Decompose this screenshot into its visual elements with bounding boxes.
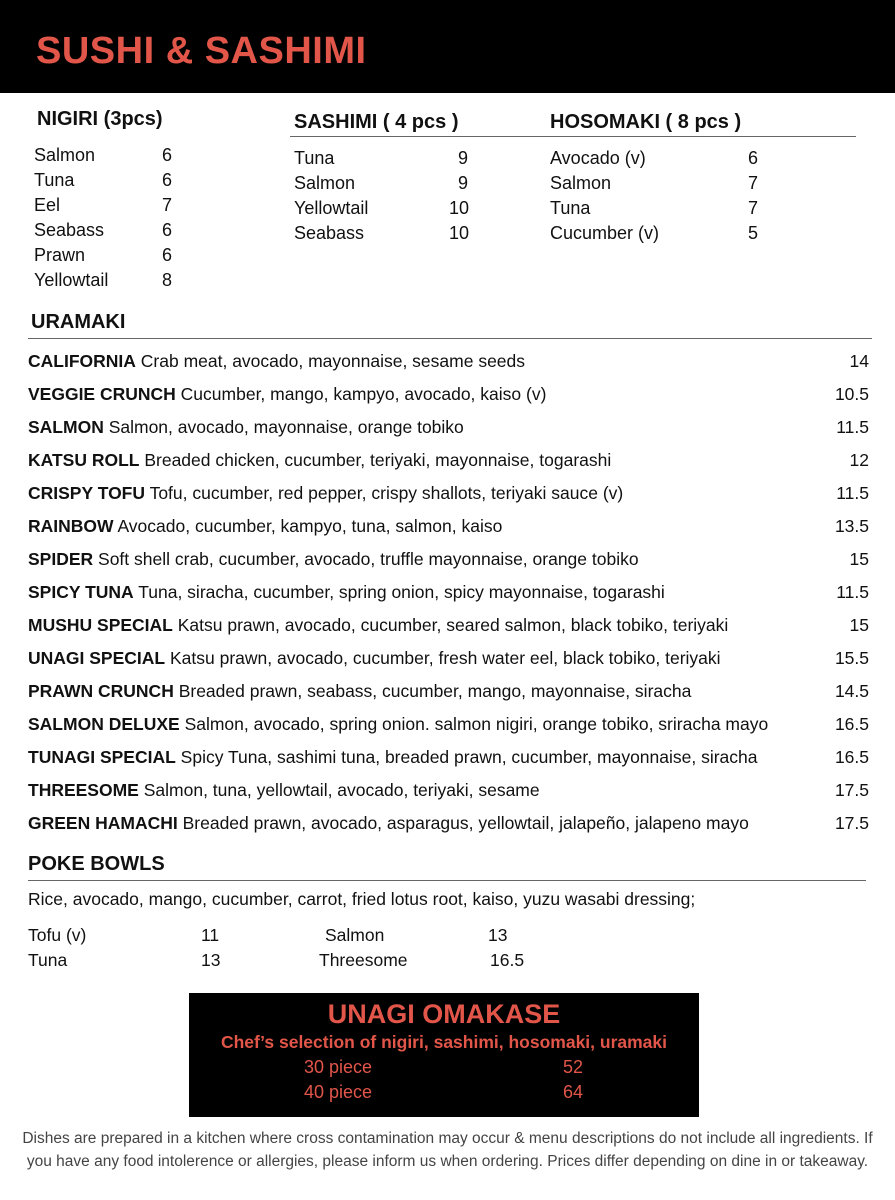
item-price: 14 <box>849 351 869 371</box>
item-name: SPICY TUNA <box>28 582 134 602</box>
item-price: 16.5 <box>834 714 869 734</box>
poke-item-name: Salmon <box>325 925 385 945</box>
sashimi-list <box>294 146 474 246</box>
page-header <box>0 0 895 93</box>
omakase-option-name: 30 piece <box>304 1057 373 1077</box>
list-item: Salmon 9 <box>294 173 469 193</box>
item-desc: Tuna, siracha, cucumber, spring onion, spicy mayonnaise, togarashi <box>138 582 665 602</box>
menu-item <box>28 547 869 572</box>
menu-item <box>28 745 869 770</box>
item-desc: Spicy Tuna, sashimi tuna, breaded prawn, cucumber, mayonnaise, siracha <box>180 747 758 767</box>
item-desc: Breaded prawn, avocado, asparagus, yellowtail, jalapeño, jalapeno mayo <box>182 813 749 833</box>
uramaki-heading: URAMAKI <box>31 311 126 333</box>
list-item: Tuna 9 <box>294 148 469 168</box>
menu-item <box>28 811 869 836</box>
page-title: SUSHI & SASHIMI <box>36 30 367 72</box>
menu-item <box>28 646 869 671</box>
item-name: MUSHU SPECIAL <box>28 615 173 635</box>
menu-item <box>28 613 869 638</box>
poke-heading: POKE BOWLS <box>28 853 165 875</box>
list-item: Eel 7 <box>34 195 173 215</box>
divider <box>28 880 866 881</box>
omakase-option-price: 64 <box>563 1082 584 1102</box>
poke-item-price: 11 <box>201 925 220 945</box>
nigiri-heading: NIGIRI (3pcs) <box>37 108 163 130</box>
item-name: VEGGIE CRUNCH <box>28 384 176 404</box>
poke-description: Rice, avocado, mango, cucumber, carrot, fried lotus root, kaiso, yuzu wasabi dressing; <box>28 889 696 909</box>
item-name: SALMON <box>28 417 104 437</box>
item-price: 17.5 <box>834 780 869 800</box>
list-item: Salmon 6 <box>34 145 173 165</box>
omakase-option-price: 52 <box>563 1057 584 1077</box>
poke-item-price: 13 <box>201 950 221 970</box>
item-price: 11.5 <box>836 582 869 602</box>
item-name: TUNAGI SPECIAL <box>28 747 176 767</box>
menu-item <box>28 778 869 803</box>
item-desc: Tofu, cucumber, red pepper, crispy shallots, teriyaki sauce (v) <box>149 483 624 503</box>
poke-item-name: Threesome <box>319 950 408 970</box>
item-price: 10.5 <box>834 384 869 404</box>
item-price: 15 <box>849 549 869 569</box>
item-name: THREESOME <box>28 780 139 800</box>
item-desc: Salmon, tuna, yellowtail, avocado, teriyaki, sesame <box>143 780 540 800</box>
menu-item <box>28 382 869 407</box>
allergy-disclaimer: Dishes are prepared in a kitchen where cross contamination may occur & menu descriptions do not include all ingredients. If you have any food intolerence or allergies, please inform us when ordering. Prices differ depending on dine in or takeaway. <box>22 1130 873 1170</box>
item-name: CRISPY TOFU <box>28 483 146 503</box>
item-price: 17.5 <box>834 813 869 833</box>
hosomaki-list <box>550 146 770 246</box>
item-price: 11.5 <box>836 417 869 437</box>
hosomaki-heading: HOSOMAKI ( 8 pcs ) <box>550 111 742 133</box>
omakase-option-name: 40 piece <box>304 1082 373 1102</box>
item-name: SPIDER <box>28 549 94 569</box>
item-price: 15 <box>849 615 869 635</box>
item-desc: Breaded chicken, cucumber, teriyaki, mayonnaise, togarashi <box>144 450 612 470</box>
item-name: RAINBOW <box>28 516 114 536</box>
divider <box>28 338 872 339</box>
list-item: Prawn 6 <box>34 245 173 265</box>
menu-item <box>28 514 869 539</box>
menu-item <box>28 712 869 737</box>
item-name: PRAWN CRUNCH <box>28 681 174 701</box>
list-item: Yellowtail 10 <box>294 198 470 218</box>
list-item: Cucumber (v) 5 <box>550 223 759 243</box>
item-name: CALIFORNIA <box>28 351 136 371</box>
sashimi-section <box>294 111 458 134</box>
nigiri-section <box>37 108 163 131</box>
hosomaki-section <box>550 111 741 134</box>
item-name: UNAGI SPECIAL <box>28 648 166 668</box>
item-name: KATSU ROLL <box>28 450 140 470</box>
item-desc: Katsu prawn, avocado, cucumber, seared salmon, black tobiko, teriyaki <box>177 615 729 635</box>
nigiri-list <box>34 143 184 293</box>
item-desc: Salmon, avocado, mayonnaise, orange tobiko <box>108 417 464 437</box>
item-desc: Soft shell crab, cucumber, avocado, truffle mayonnaise, orange tobiko <box>98 549 639 569</box>
list-item: Tuna 6 <box>34 170 173 190</box>
item-price: 12 <box>849 450 869 470</box>
poke-item-name: Tuna <box>28 950 68 970</box>
list-item: Avocado (v) 6 <box>550 148 759 168</box>
list-item: Seabass 10 <box>294 223 470 243</box>
item-price: 14.5 <box>834 681 869 701</box>
omakase-title: UNAGI OMAKASE <box>327 999 561 1029</box>
item-desc: Katsu prawn, avocado, cucumber, fresh water eel, black tobiko, teriyaki <box>169 648 721 668</box>
item-name: SALMON DELUXE <box>28 714 180 734</box>
sashimi-heading: SASHIMI ( 4 pcs ) <box>294 111 459 133</box>
item-desc: Breaded prawn, seabass, cucumber, mango, mayonnaise, siracha <box>178 681 692 701</box>
poke-item-name: Tofu (v) <box>28 925 87 945</box>
item-price: 13.5 <box>834 516 869 536</box>
item-desc: Crab meat, avocado, mayonnaise, sesame seeds <box>140 351 526 371</box>
item-price: 11.5 <box>836 483 869 503</box>
omakase-box <box>189 993 699 1117</box>
poke-item-price: 16.5 <box>490 950 525 970</box>
divider <box>290 136 856 137</box>
menu-item <box>28 679 869 704</box>
menu-item <box>28 448 869 473</box>
item-name: GREEN HAMACHI <box>28 813 178 833</box>
menu-item <box>28 349 869 374</box>
omakase-subtitle: Chef’s selection of nigiri, sashimi, hosomaki, uramaki <box>220 1032 668 1052</box>
poke-item-price: 13 <box>488 925 508 945</box>
menu-item <box>28 580 869 605</box>
menu-item <box>28 415 869 440</box>
menu-item <box>28 481 869 506</box>
item-desc: Salmon, avocado, spring onion. salmon nigiri, orange tobiko, sriracha mayo <box>184 714 769 734</box>
item-price: 15.5 <box>834 648 869 668</box>
item-desc: Avocado, cucumber, kampyo, tuna, salmon, kaiso <box>117 516 503 536</box>
list-item: Tuna 7 <box>550 198 759 218</box>
list-item: Seabass 6 <box>34 220 173 240</box>
item-desc: Cucumber, mango, kampyo, avocado, kaiso (v) <box>180 384 547 404</box>
list-item: Salmon 7 <box>550 173 759 193</box>
item-price: 16.5 <box>834 747 869 767</box>
list-item: Yellowtail 8 <box>34 270 173 290</box>
